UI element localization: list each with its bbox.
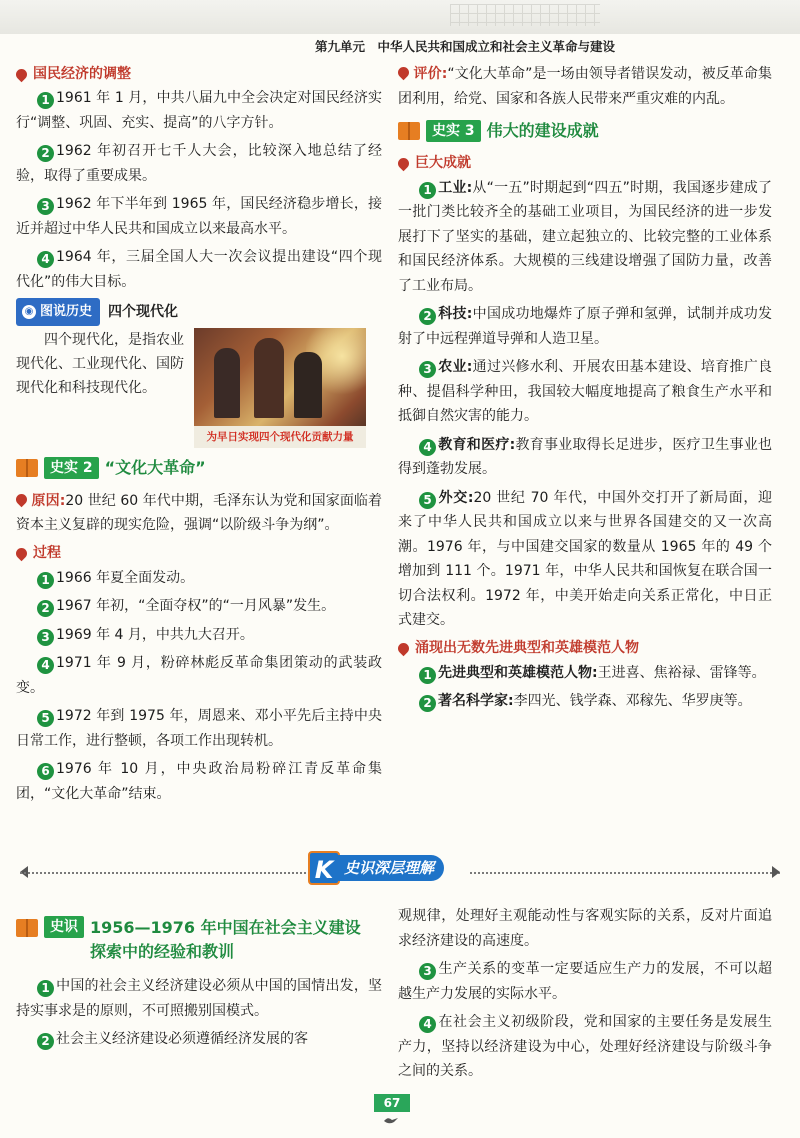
grid-decoration xyxy=(450,4,600,26)
achievement-heading: 巨大成就 xyxy=(398,152,772,176)
bottom-left-column xyxy=(16,916,382,1056)
section-2-heading xyxy=(16,456,382,481)
number-badge: 2 xyxy=(37,600,54,617)
list-item: 4 1971 年 9 月，粉碎林彪反革命集团策动的武装政变。 xyxy=(16,655,382,696)
number-badge: 4 xyxy=(37,251,54,268)
right-column xyxy=(398,62,772,718)
bird-icon xyxy=(383,1115,399,1125)
bullet-icon xyxy=(396,156,412,172)
list-item: 1 中国的社会主义经济建设必须从中国的国情出发，坚持实事求是的原则，不可照搬别国模式。 xyxy=(16,978,382,1019)
number-badge: 4 xyxy=(419,439,436,456)
page-number: 67 xyxy=(374,1094,410,1112)
list-item: 3 农业:通过兴修水利、开展农田基本建设、培育推广良种、提倡科学种田，我国较大幅度地提高了粮食生产水平和抵御自然灾害的能力。 xyxy=(398,359,772,424)
picture-title: 四个现代化 xyxy=(108,303,179,320)
number-badge: 4 xyxy=(419,1016,436,1033)
list-item: 1 1966 年夏全面发动。 xyxy=(16,566,382,591)
section-3-heading xyxy=(398,119,772,144)
list-item: 2 社会主义经济建设必须遵循经济发展的客 xyxy=(16,1027,382,1052)
bottom-right-column xyxy=(398,904,772,1088)
list-item: 1 工业:从“一五”时期起到“四五”时期，我国逐步建成了一批门类比较齐全的基础工业项目，为国民经济的进一步发展打下了坚实的基础，建立起独立的、比较完整的工业体系和国民经济体系。大规模的三线建设增强了国防力量，改善了工业布局。 xyxy=(398,179,772,294)
deep-understanding-badge xyxy=(308,851,476,885)
list-item: 5 外交:20 世纪 70 年代，中国外交打开了新局面，迎来了中华人民共和国成立以来与世界各国建交的又一次高潮。1976 年，与中国建交国家的数量从 1965 年的 49 个增加到 111 个。1971 年，中华人民共和国恢复在联合国一切合法权利。1972 年，中美开始走向关系正常化，中日正式建交。 xyxy=(398,489,772,628)
number-badge: 1 xyxy=(419,667,436,684)
number-badge: 3 xyxy=(419,361,436,378)
left-column xyxy=(16,62,382,810)
picture-text: 四个现代化，是指农业现代化、工业现代化、国防现代化和科技现代化。 xyxy=(16,332,184,396)
number-badge: 5 xyxy=(37,710,54,727)
bullet-icon xyxy=(396,65,412,81)
list-item: 2 1967 年初，“全面夺权”的“一月风暴”发生。 xyxy=(16,594,382,619)
list-item: 6 1976 年 10 月，中央政治局粉碎江青反革命集团，“文化大革命”结束。 xyxy=(16,761,382,802)
poster-caption: 为早日实现四个现代化贡献力量 xyxy=(194,426,366,448)
top-band xyxy=(0,0,800,34)
number-badge: 1 xyxy=(37,572,54,589)
cause-paragraph: 原因:20 世纪 60 年代中期，毛泽东认为党和国家面临着资本主义复辟的现实危险，强调“以阶级斗争为纲”。 xyxy=(16,489,382,538)
section-title: “文化大革命” xyxy=(104,458,206,477)
number-badge: 6 xyxy=(37,763,54,780)
picture-history-box xyxy=(16,300,372,448)
number-badge: 2 xyxy=(419,308,436,325)
list-item: 1 先进典型和英雄模范人物:王进喜、焦裕禄、雷锋等。 xyxy=(398,661,772,686)
book-icon xyxy=(16,919,38,937)
number-badge: 1 xyxy=(37,980,54,997)
section-badge: 史识 xyxy=(44,916,84,938)
number-badge: 3 xyxy=(37,198,54,215)
picture-header xyxy=(16,300,372,324)
book-icon xyxy=(398,122,420,140)
number-badge: 2 xyxy=(37,145,54,162)
list-item: 3 1969 年 4 月，中共九大召开。 xyxy=(16,623,382,648)
list-item: 3 1962 年下半年到 1965 年，国民经济稳步增长，接近并超过中华人民共和国成立以来最高水平。 xyxy=(16,196,382,237)
book-icon xyxy=(16,459,38,477)
section-title: 伟大的建设成就 xyxy=(486,121,599,140)
list-item: 2 著名科学家:李四光、钱学森、邓稼先、华罗庚等。 xyxy=(398,689,772,714)
list-item: 4 1964 年，三届全国人大一次会议提出建设“四个现代化”的伟大目标。 xyxy=(16,249,382,290)
list-item: 4 在社会主义初级阶段，党和国家的主要任务是发展生产力，坚持以经济建设为中心，处理好经济建设与阶级斗争之间的关系。 xyxy=(398,1014,772,1079)
propaganda-poster-image xyxy=(194,328,366,448)
arrow-right-icon xyxy=(772,866,780,878)
section-badge: 史实 3 xyxy=(426,120,481,142)
deep-badge-text: 史识深层理解 xyxy=(336,855,444,881)
list-item: 2 科技:中国成功地爆炸了原子弹和氢弹，试制并成功发射了中远程弹道导弹和人造卫星。 xyxy=(398,306,772,347)
camera-icon: ◉ xyxy=(22,305,36,319)
shishi-title: 1956—1976 年中国在社会主义建设探索中的经验和教训 xyxy=(90,918,361,961)
heroes-heading: 涌现出无数先进典型和英雄模范人物 xyxy=(398,637,772,661)
number-badge: 5 xyxy=(419,492,436,509)
picture-badge: ◉ 图说历史 xyxy=(16,298,100,327)
section-badge: 史实 2 xyxy=(44,457,99,479)
list-item: 2 1962 年初召开七千人大会，比较深入地总结了经验，取得了重要成果。 xyxy=(16,143,382,184)
bullet-icon xyxy=(14,546,30,562)
list-item: 3 生产关系的变革一定要适应生产力的发展，不可以超越生产力发展的实际水平。 xyxy=(398,961,772,1002)
bullet-icon xyxy=(14,491,30,507)
list-item: 5 1972 年到 1975 年，周恩来、邓小平先后主持中央日常工作，进行整顿，各项工作出现转机。 xyxy=(16,708,382,749)
shishi-heading xyxy=(16,916,382,964)
picture-body xyxy=(16,328,372,448)
list-item: 4 教育和医疗:教育事业取得长足进步，医疗卫生事业也得到蓬勃发展。 xyxy=(398,436,772,477)
number-badge: 3 xyxy=(419,963,436,980)
list-item: 1 1961 年 1 月，中共八届九中全会决定对国民经济实行“调整、巩固、充实、提高”的八字方针。 xyxy=(16,90,382,131)
process-heading: 过程 xyxy=(16,542,382,566)
k-logo-icon: K xyxy=(308,851,340,885)
continuation-text: 观规律，处理好主观能动性与客观实际的关系，反对片面追求经济建设的高速度。 xyxy=(398,908,772,949)
adjust-heading: 国民经济的调整 xyxy=(16,62,382,86)
number-badge: 2 xyxy=(37,1033,54,1050)
number-badge: 1 xyxy=(419,182,436,199)
bullet-icon xyxy=(396,641,412,657)
evaluation-paragraph: 评价:“文化大革命”是一场由领导者错误发动，被反革命集团利用，给党、国家和各族人民带来严重灾难的内乱。 xyxy=(398,62,772,111)
number-badge: 2 xyxy=(419,695,436,712)
number-badge: 1 xyxy=(37,92,54,109)
number-badge: 4 xyxy=(37,657,54,674)
bullet-icon xyxy=(14,66,30,82)
unit-header: 第九单元 中华人民共和国成立和社会主义革命与建设 xyxy=(314,39,615,54)
number-badge: 3 xyxy=(37,629,54,646)
